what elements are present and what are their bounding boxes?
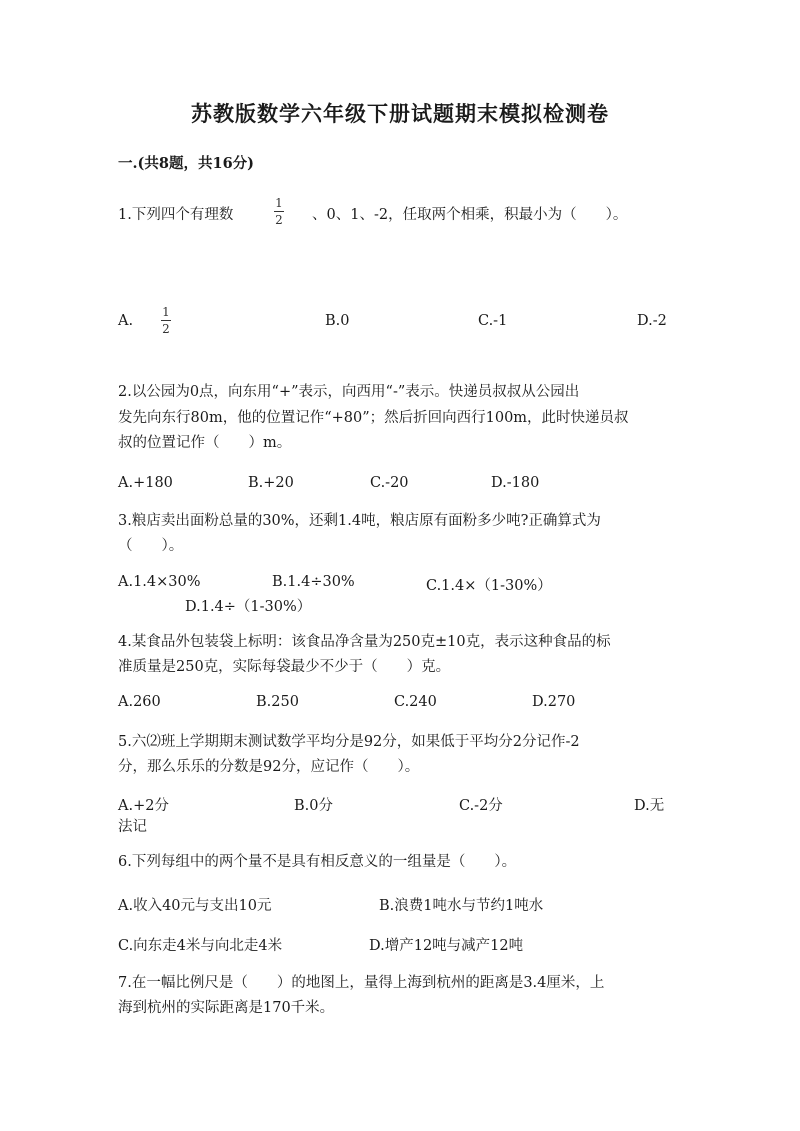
fraction-bar [274,211,284,212]
q4-option-b: B.250 [256,694,299,710]
q5-option-c: C.-2分 [459,798,503,814]
q6-option-b: B.浪费1吨水与节约1吨水 [379,898,544,914]
fraction-one-half [274,197,284,226]
fraction-denominator: 2 [162,322,170,336]
q2-option-a: A.+180 [118,475,173,491]
question-4-line-1: 4.某食品外包装袋上标明：该食品净含量为250克±10克，表示这种食品的标 [118,634,611,650]
q2-option-d: D.-180 [491,475,540,491]
q1-option-b: B.0 [325,313,350,329]
q1-option-a-fraction [161,306,171,335]
q1-option-c: C.-1 [478,313,508,329]
q4-option-c: C.240 [394,694,437,710]
q2-option-c: C.-20 [370,475,409,491]
fraction-numerator: 1 [162,305,170,319]
q6-option-d: D.增产12吨与减产12吨 [369,938,524,954]
question-7-line-2: 海到杭州的实际距离是170千米。 [118,1000,335,1016]
question-2-line-1: 2.以公园为0点，向东用“+”表示，向西用“-”表示。快递员叔叔从公园出 [118,384,580,400]
question-3-line-1: 3.粮店卖出面粉总量的30%，还剩1.4吨，粮店原有面粉多少吨?正确算式为 [118,513,601,529]
question-5-line-2: 分，那么乐乐的分数是92分，应记作（ ）。 [118,759,420,775]
question-2-line-2: 发先向东行80m，他的位置记作“+80”；然后折回向西行100m，此时快递员叔 [118,410,629,426]
q5-option-b: B.0分 [294,798,333,814]
page-title: 苏教版数学六年级下册试题期末模拟检测卷 [191,101,609,126]
fraction-denominator: 2 [275,213,283,227]
q1-option-d: D.-2 [637,313,667,329]
question-1-text-end: 、0、1、-2，任取两个相乘，积最小为（ ）。 [312,207,628,223]
q5-option-d-start: D.无 [634,798,665,814]
question-5-line-1: 5.六⑵班上学期期末测试数学平均分是92分，如果低于平均分2分记作-2 [118,734,580,750]
fraction-numerator: 1 [275,196,283,210]
q5-option-a: A.+2分 [118,798,169,814]
q1-option-a-label: A. [118,313,134,329]
q6-option-a: A.收入40元与支出10元 [118,898,272,914]
q3-option-a: A.1.4×30% [118,574,201,590]
question-1-text-start: 1.下列四个有理数 [118,207,234,223]
q2-option-b: B.+20 [248,475,294,491]
q3-option-b: B.1.4÷30% [272,574,355,590]
question-6-line-1: 6.下列每组中的两个量不是具有相反意义的一组量是（ ）。 [118,854,517,870]
q3-option-d: D.1.4÷（1-30%） [185,599,312,615]
q4-option-a: A.260 [118,694,161,710]
q3-option-c: C.1.4×（1-30%） [426,578,552,594]
question-2-line-3: 叔的位置记作（ ）m。 [118,435,292,451]
q5-option-d-end: 法记 [118,819,147,835]
q6-option-c: C.向东走4米与向北走4米 [118,938,283,954]
question-4-line-2: 准质量是250克，实际每袋最少不少于（ ）克。 [118,659,451,675]
fraction-bar [161,320,171,321]
section-heading: 一.(共8题，共16分) [118,155,255,172]
q4-option-d: D.270 [532,694,576,710]
question-7-line-1: 7.在一幅比例尺是（ ）的地图上，量得上海到杭州的距离是3.4厘米，上 [118,975,605,991]
question-3-line-2: （ ）。 [118,538,184,554]
